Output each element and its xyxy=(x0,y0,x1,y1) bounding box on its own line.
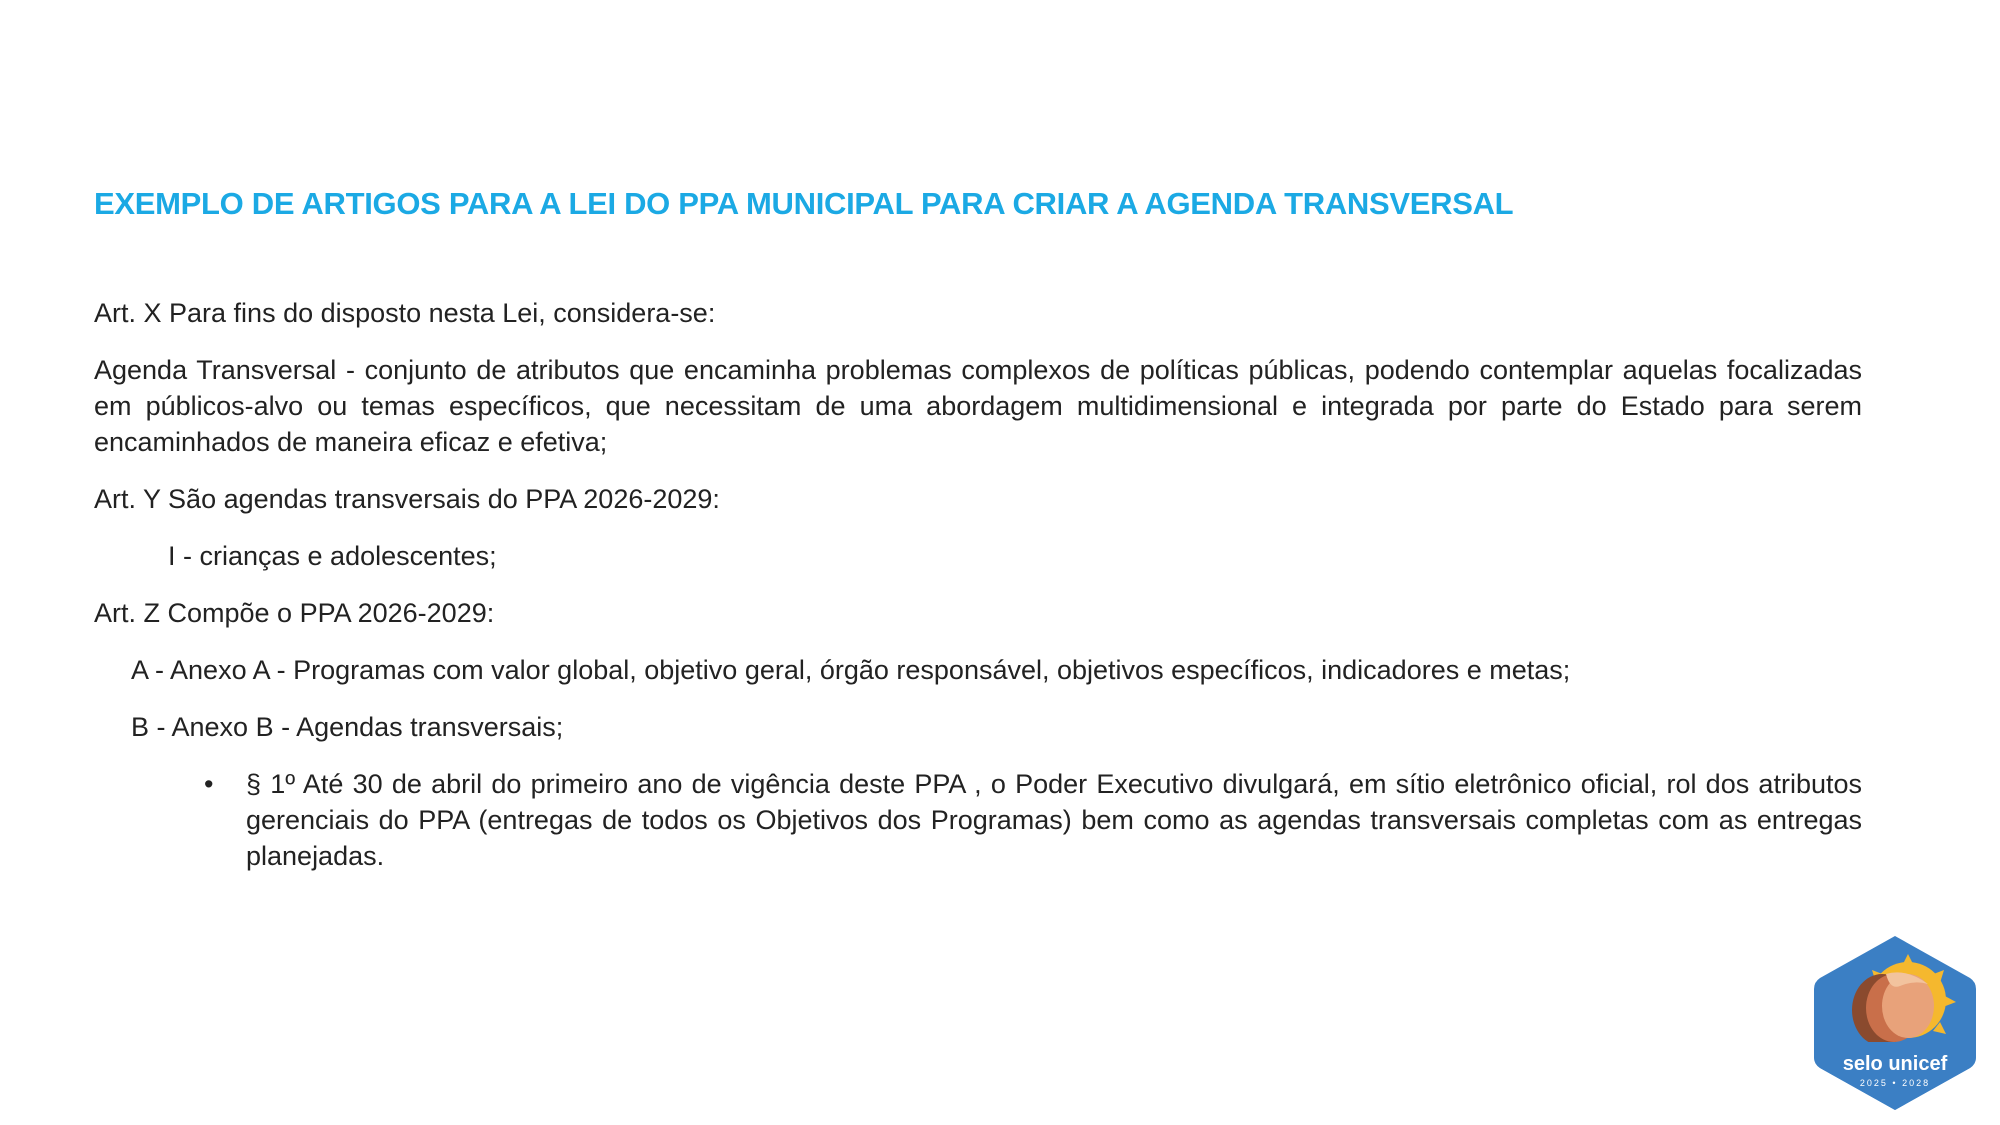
article-x: Art. X Para fins do disposto nesta Lei, considera-se: xyxy=(94,298,716,328)
paragraph-1: § 1º Até 30 de abril do primeiro ano de vigência deste PPA , o Poder Executivo divulgará, em sítio eletrônico oficial, rol dos atributos gerenciais do PPA (entregas de todos os Objetivos dos Programas) bem como as agendas transversais completas com as entregas planejadas. xyxy=(246,769,1862,871)
logo-years: 2025 • 2028 xyxy=(1859,1078,1931,1088)
slide-title: EXEMPLO DE ARTIGOS PARA A LEI DO PPA MUNICIPAL PARA CRIAR A AGENDA TRANSVERSAL xyxy=(94,186,1514,221)
logo-name: selo unicef xyxy=(1842,1053,1948,1075)
item-i: I - crianças e adolescentes; xyxy=(168,541,497,571)
bullet-item xyxy=(94,766,1862,874)
annex-a: A - Anexo A - Programas com valor global, objetivo geral, órgão responsável, objetivos específicos, indicadores e metas; xyxy=(131,655,1571,685)
law-articles xyxy=(94,295,1862,874)
article-y: Art. Y São agendas transversais do PPA 2026-2029: xyxy=(94,484,720,514)
agenda-definition: Agenda Transversal - conjunto de atributos que encaminha problemas complexos de políticas públicas, podendo contemplar aquelas focalizadas em públicos-alvo ou temas específicos, que necessitam de uma abordagem multidimensional e integrada por parte do Estado para serem encaminhados de maneira eficaz e efetiva; xyxy=(94,355,1862,457)
bullet-dot-icon: • xyxy=(204,769,214,799)
article-z: Art. Z Compõe o PPA 2026-2029: xyxy=(94,598,495,628)
selo-unicef-logo xyxy=(1810,932,1980,1114)
annex-b: B - Anexo B - Agendas transversais; xyxy=(131,712,564,742)
